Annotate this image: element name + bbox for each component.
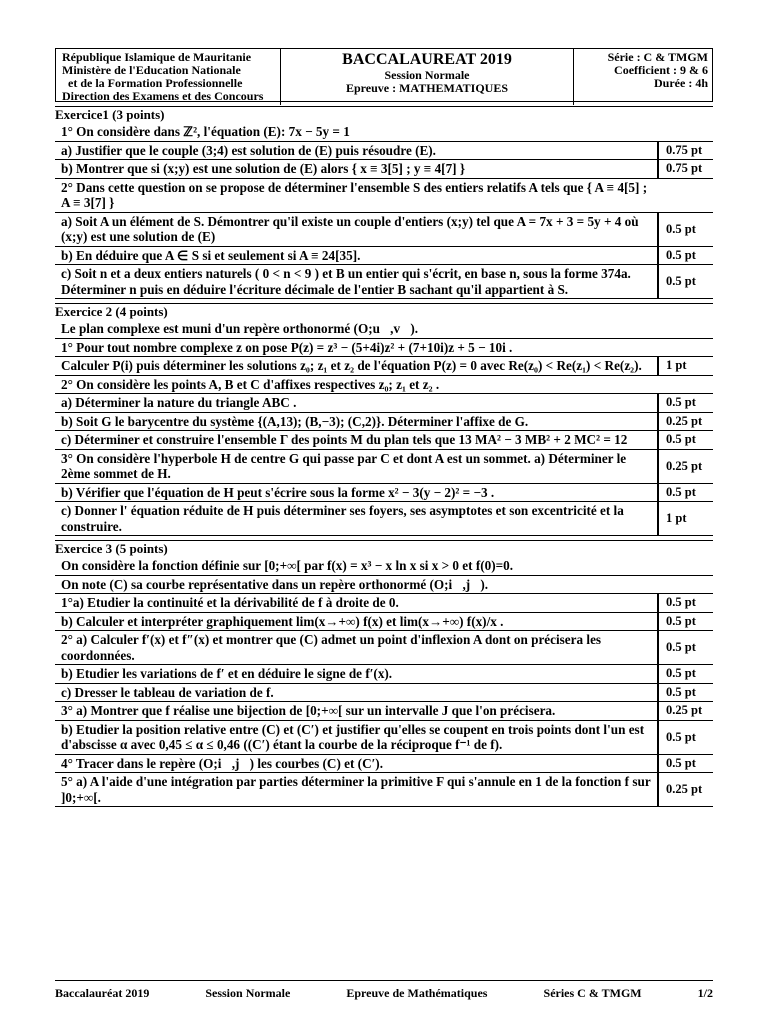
question-text: 1°a) Etudier la continuité et la dérivabilité de f à droite de 0. <box>61 595 399 610</box>
footer-exam: Baccalauréat 2019 <box>55 986 150 1000</box>
header-direction: Direction des Examens et des Concours <box>62 89 264 103</box>
question-text: c) Soit n et a deux entiers naturels ( 0 < n < 9 ) et B un entier qui s'écrit, en base n, sous la forme 374a. Déterminer n puis en déduire l'écriture décimale de l'entier B sachant qu'il appartient à S. <box>61 266 631 297</box>
header-center <box>281 49 574 105</box>
points-value: 1 pt <box>657 357 713 375</box>
points-value <box>657 179 713 212</box>
question-text: 2° Dans cette question on se propose de déterminer l'ensemble S des entiers relatifs A tels que { A ≡ 4[5] ; A ≡ 3[7] } <box>61 179 648 210</box>
question-row <box>55 376 713 395</box>
question-row <box>55 320 713 339</box>
exam-title: BACCALAUREAT 2019 <box>342 51 512 68</box>
points-value: 0.5 pt <box>657 213 713 246</box>
points-value: 0.5 pt <box>657 631 713 664</box>
question-text: c) Déterminer et construire l'ensemble Γ des points M du plan tels que 13 MA² − 3 MB² + 2 MC² = 12 <box>61 432 628 447</box>
header-right <box>574 49 714 105</box>
question-text: 1° Pour tout nombre complexe z on pose P(z) = z³ − (5+4i)z² + (7+10i)z + 5 − 10i . <box>61 339 513 355</box>
points-value: 0.5 pt <box>657 431 713 449</box>
points-value: 0.75 pt <box>657 160 713 178</box>
question-text: On note (C) sa courbe représentative dans un repère orthonormé (O;i⃗,j⃗). <box>61 576 489 592</box>
question-text: b) Etudier la position relative entre (C) et (C′) et justifier qu'elles se coupent en trois points dont l'un est d'abscisse α avec 0,45 ≤ α ≤ 0,46 ((C′) étant la courbe de la réciproque f⁻¹ de f). <box>61 721 645 752</box>
header-table <box>55 48 713 102</box>
header-left <box>56 49 281 105</box>
header-ministry-2: et de la Formation Professionnelle <box>68 76 243 90</box>
exam-duration: Durée : 4h <box>654 76 708 90</box>
question-row <box>55 160 713 179</box>
header-country: République Islamique de Mauritanie <box>62 50 252 64</box>
points-value <box>657 576 713 594</box>
question-row <box>55 247 713 266</box>
question-row <box>55 431 713 450</box>
points-value: 0.5 pt <box>657 265 713 298</box>
question-row <box>55 755 713 774</box>
question-row <box>55 773 713 807</box>
points-value <box>657 557 713 575</box>
question-text: 2° a) Calculer f′(x) et f″(x) et montrer que (C) admet un point d'inflexion A dont on précisera les coordonnées. <box>61 632 602 663</box>
question-text: 5° a) A l'aide d'une intégration par parties déterminer la primitive F qui s'annule en 1 de la fonction f sur ]0;+∞[. <box>61 774 651 805</box>
points-value: 0.5 pt <box>657 613 713 631</box>
points-value: 0.5 pt <box>657 247 713 265</box>
question-text: b) Etudier les variations de f′ et en déduire le signe de f′(x). <box>61 666 393 681</box>
points-value <box>657 339 713 357</box>
exercise-3-title: Exercice 3 (5 points) <box>55 540 713 557</box>
points-value <box>657 320 713 338</box>
question-text: b) Soit G le barycentre du système {(A,13); (B,−3); (C,2)}. Déterminer l'affixe de G. <box>61 413 529 429</box>
points-value: 0.5 pt <box>657 594 713 612</box>
points-value: 1 pt <box>657 502 713 535</box>
question-text: 1° On considère dans ℤ², l'équation (E): 7x − 5y = 1 <box>61 124 350 139</box>
points-value: 0.25 pt <box>657 773 713 806</box>
question-row <box>55 502 713 536</box>
question-row <box>55 684 713 703</box>
question-row <box>55 613 713 632</box>
points-value: 0.5 pt <box>657 755 713 773</box>
points-value: 0.75 pt <box>657 142 713 160</box>
question-row <box>55 665 713 684</box>
points-value: 0.5 pt <box>657 721 713 754</box>
points-value: 0.5 pt <box>657 484 713 502</box>
header-ministry: Ministère de l'Education Nationale <box>62 63 241 77</box>
question-text: b) Montrer que si (x;y) est une solution de (E) alors { x ≡ 3[5] ; y ≡ 4[7] } <box>61 161 466 176</box>
footer <box>55 980 713 1001</box>
question-text: 2° On considère les points A, B et C d'affixes respectives z₀; z₁ et z₂ . <box>61 376 440 392</box>
question-text: Le plan complexe est muni d'un repère orthonormé (O;u⃗,v⃗). <box>61 321 419 336</box>
question-row <box>55 179 713 213</box>
footer-subject: Epreuve de Mathématiques <box>346 986 488 1000</box>
exam-coefficient: Coefficient : 9 & 6 <box>614 63 708 77</box>
question-text: b) Vérifier que l'équation de H peut s'écrire sous la forme x² − 3(y − 2)² = −3 . <box>61 484 495 500</box>
points-value: 0.25 pt <box>657 450 713 483</box>
question-text: 3° a) Montrer que f réalise une bijection de [0;+∞[ sur un intervalle J que l'on précisera. <box>61 703 556 718</box>
question-text: 3° On considère l'hyperbole H de centre G qui passe par C et dont A est un sommet. a) Déterminer le 2ème sommet de H. <box>61 450 627 481</box>
points-value: 0.5 pt <box>657 394 713 412</box>
question-row <box>55 702 713 721</box>
exercise-3 <box>55 540 713 807</box>
points-value <box>657 376 713 394</box>
points-value: 0.25 pt <box>657 702 713 720</box>
exam-series: Série : C & TMGM <box>607 50 708 64</box>
question-text: a) Déterminer la nature du triangle ABC . <box>61 395 297 410</box>
question-row <box>55 413 713 432</box>
points-value <box>657 123 713 141</box>
question-row <box>55 142 713 161</box>
exercise-1 <box>55 106 713 299</box>
question-text: c) Dresser le tableau de variation de f. <box>61 684 274 700</box>
question-text: b) Calculer et interpréter graphiquement lim(x→+∞) f(x) et lim(x→+∞) f(x)/x . <box>61 613 504 629</box>
question-text: On considère la fonction définie sur [0;+∞[ par f(x) = x³ − x ln x si x > 0 et f(0)=0. <box>61 558 514 573</box>
exercise-2-title: Exercice 2 (4 points) <box>55 303 713 320</box>
question-text: 4° Tracer dans le repère (O;i⃗,j⃗) les courbes (C) et (C′). <box>61 755 383 771</box>
exam-page <box>55 48 713 807</box>
points-value: 0.25 pt <box>657 413 713 431</box>
question-row <box>55 213 713 247</box>
question-text: Calculer P(i) puis déterminer les solutions z₀; z₁ et z₂ de l'équation P(z) = 0 avec Re(z₀) < Re(z₁) < Re(z₂). <box>61 358 642 373</box>
question-row <box>55 265 713 299</box>
question-text: c) Donner l' équation réduite de H puis déterminer ses foyers, ses asymptotes et son excentricité et la construire. <box>61 503 624 534</box>
question-row <box>55 594 713 613</box>
question-row <box>55 631 713 665</box>
question-row <box>55 576 713 595</box>
question-row <box>55 721 713 755</box>
footer-session: Session Normale <box>205 986 291 1000</box>
footer-series: Séries C & TMGM <box>543 986 642 1000</box>
exam-session: Session Normale <box>384 68 470 82</box>
points-value: 0.5 pt <box>657 684 713 702</box>
question-row <box>55 394 713 413</box>
question-row <box>55 484 713 503</box>
question-text: b) En déduire que A ∈ S si et seulement si A ≡ 24[35]. <box>61 247 361 263</box>
exercise-1-title: Exercice1 (3 points) <box>55 106 713 123</box>
question-text: a) Justifier que le couple (3;4) est solution de (E) puis résoudre (E). <box>61 142 436 158</box>
question-row <box>55 557 713 576</box>
footer-page-number: 1/2 <box>697 986 713 1000</box>
question-row <box>55 339 713 358</box>
question-row <box>55 123 713 142</box>
exercise-2 <box>55 303 713 536</box>
points-value: 0.5 pt <box>657 665 713 683</box>
question-text: a) Soit A un élément de S. Démontrer qu'il existe un couple d'entiers (x;y) tel que A = 7x + 3 = 5y + 4 où (x;y) est une solution de (E) <box>61 213 639 244</box>
question-row <box>55 450 713 484</box>
question-row <box>55 357 713 376</box>
exam-subject: Epreuve : MATHEMATIQUES <box>345 81 508 95</box>
